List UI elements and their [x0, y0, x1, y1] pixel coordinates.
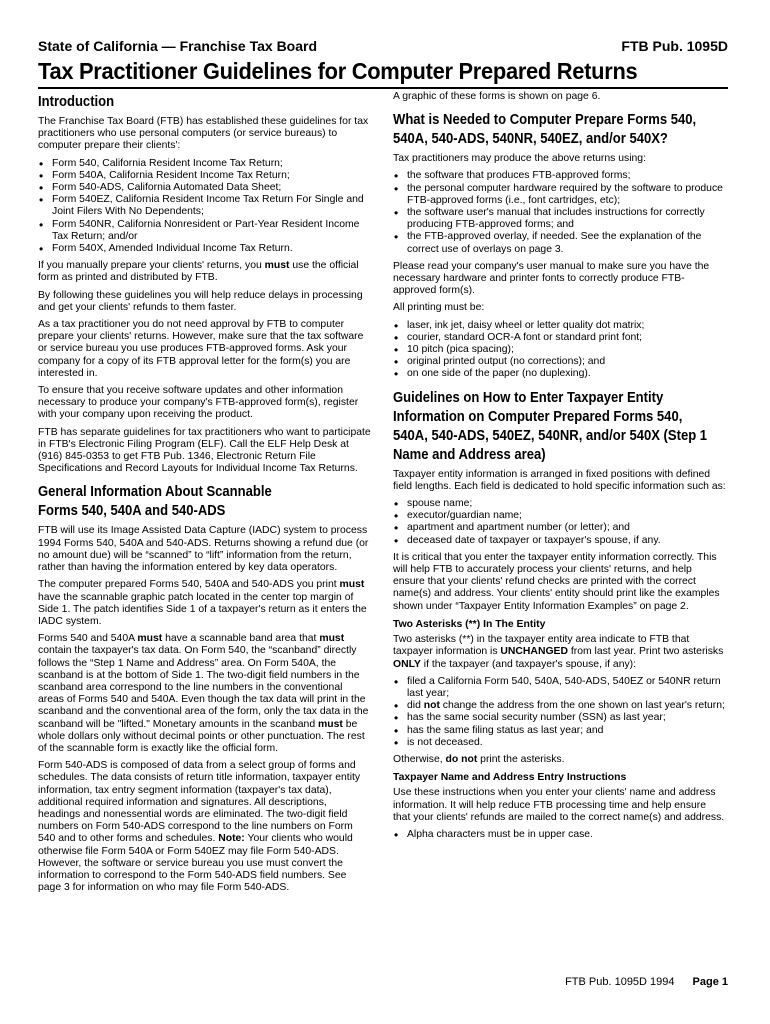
list-item: • Form 540, California Resident Income Tax Return;	[38, 158, 371, 170]
list-item: • has the same filing status as last year; and	[393, 725, 726, 737]
general-info-heading: General Information About Scannable Forms 540, 540A and 540-ADS	[38, 484, 272, 520]
list-item: • is not deceased.	[393, 737, 726, 749]
needed-heading: What is Needed to Computer Prepare Forms 540, 540A, 540-ADS, 540NR, 540EZ, and/or 540X?	[393, 112, 697, 148]
list-item: • the personal computer hardware required by the software to produce FTB-approved forms (i.e., font cartridges, etc);	[393, 183, 726, 207]
updates-paragraph: To ensure that you receive software updates and other information necessary to produce your company's FTB-approved form(s), register with your company upon receiving the product.	[38, 385, 359, 421]
list-item: • executor/guardian name;	[393, 510, 726, 522]
list-item: • filed a California Form 540, 540A, 540-ADS, 540EZ or 540NR return last year;	[393, 676, 726, 700]
otherwise-paragraph: Otherwise, do not print the asterisks.	[393, 753, 565, 765]
graphic-note: A graphic of these forms is shown on page 6.	[393, 91, 601, 102]
list-item: • Form 540X, Amended Individual Income Tax Return.	[38, 243, 371, 255]
follow-paragraph: By following these guidelines you will help reduce delays in processing and get your clients' refunds to them faster.	[38, 289, 363, 313]
list-item: • the software that produces FTB-approved forms;	[393, 170, 726, 182]
list-item: • has the same social security number (SSN) as last year;	[393, 712, 726, 724]
name-address-heading: Taxpayer Name and Address Entry Instructions	[393, 772, 627, 784]
list-item: • on one side of the paper (no duplexing).	[393, 368, 726, 380]
agency-name: State of California — Franchise Tax Board	[38, 38, 318, 54]
manual-paragraph: If you manually prepare your clients' returns, you must use the official form as printed and distributed by FTB.	[38, 260, 359, 284]
footer-publication: FTB Pub. 1095D 1994	[565, 976, 675, 988]
page-title: Tax Practitioner Guidelines for Computer Prepared Returns	[38, 58, 638, 84]
asterisks-paragraph: Two asterisks (**) in the taxpayer entity area indicate to FTB that taxpayer information is UNCHANGED from last year. Print two asterisks ONLY if the taxpayer (and taxpayer's spouse, if any):	[393, 634, 724, 670]
intro-paragraph: The Franchise Tax Board (FTB) has established these guidelines for tax practitioners who use personal computers (or service bureaus) to computer prepare their clients':	[38, 116, 369, 152]
needed-list	[393, 170, 726, 255]
entity-list	[393, 498, 726, 547]
list-item: • Form 540A, California Resident Income Tax Return;	[38, 170, 371, 182]
left-column	[38, 89, 371, 899]
list-item: • laser, ink jet, daisy wheel or letter quality dot matrix;	[393, 320, 726, 332]
read-paragraph: Please read your company's user manual to make sure you have the necessary hardware and printer fonts to correctly produce FTB-approved form(s).	[393, 260, 710, 297]
elf-paragraph: FTB has separate guidelines for tax practitioners who want to participate in FTB's Electronic Filing Program (ELF). Call the ELF Help Desk at (916) 845-0353 to get FTB Pub. 1346, Electronic Return File Specifications and Record Layouts for Individual Income Tax Returns.	[38, 426, 371, 475]
page-number: Page 1	[692, 976, 728, 988]
header-bar	[38, 38, 728, 56]
asterisks-list	[393, 676, 726, 749]
ads-paragraph: Form 540-ADS is composed of data from a select group of forms and schedules. The data consists of return title information, taxpayer entity information, tax entry segment information (taxpayer's tax data), additional required information and signatures. All descriptions, headings and nonessential words are eliminated. The two-digit field numbers on Form 540-ADS correspond to the line numbers on Form 540 and to other forms and schedules. Note: Your clients who would otherwise file Form 540A or Form 540EZ may file Form 540-ADS. However, the software or service bureau you use must convert the information to correspond to the Form 540-ADS field numbers. See page 3 for information on who may file Form 540-ADS.	[38, 760, 361, 894]
list-item: • 10 pitch (pica spacing);	[393, 344, 726, 356]
page-footer	[565, 976, 728, 988]
iadc-paragraph: FTB will use its Image Assisted Data Capture (IADC) system to process 1994 Forms 540, 540A and 540-ADS. Returns showing a refund due (or no amount due) will be “scanned” to “lift” information from the return, rather than having the information entered by key data operators.	[38, 525, 369, 574]
forms-list	[38, 158, 371, 256]
printing-list	[393, 320, 726, 381]
may-paragraph: Tax practitioners may produce the above returns using:	[393, 153, 646, 165]
list-item: • Form 540EZ, California Resident Income Tax Return For Single and Joint Filers With No Dependents;	[38, 194, 371, 218]
list-item: • the FTB-approved overlay, if needed. See the explanation of the correct use of overlays on page 3.	[393, 231, 726, 255]
list-item: • Form 540NR, California Nonresident or Part-Year Resident Income Tax Return; and/or	[38, 219, 371, 243]
patch-paragraph: The computer prepared Forms 540, 540A and 540-ADS you print must have the scannable graphic patch located in the center top margin of Side 1. The patch identifies Side 1 of a taxpayer's return as it enters the IADC system.	[38, 579, 367, 627]
asterisks-heading: Two Asterisks (**) In The Entity	[393, 618, 546, 630]
name-address-list	[393, 829, 726, 841]
list-item: • courier, standard OCR-A font or standard print font;	[393, 332, 726, 344]
list-item: • did not change the address from the one shown on last year's return;	[393, 700, 726, 712]
list-item: • original printed output (no corrections); and	[393, 356, 726, 368]
document-page	[38, 38, 728, 988]
publication-number: FTB Pub. 1095D	[621, 38, 728, 54]
right-column	[393, 89, 726, 846]
list-item: • spouse name;	[393, 498, 726, 510]
scanband-paragraph: Forms 540 and 540A must have a scannable band area that must contain the taxpayer's tax data. On Form 540, the “scanband” directly follows the “Step 1 Name and Address” area. On Form 540A, the scanband is at the bottom of Side 1. The two-digit field numbers in the scanband area correspond to the line numbers in the conventional areas of Forms 540 and 540A. Even though the tax data will print in the scanband and the conventional area of the form, only the tax data in the scanband will be "lifted." Monetary amounts in the scanband must be whole dollars only without decimal points or other punctuation. The rest of the scannable form is exactly like the official form.	[38, 633, 369, 754]
critical-paragraph: It is critical that you enter the taxpayer entity information correctly. This will help FTB to accurately process your clients' returns, and help ensure that your clients' refund checks are printed with the correct name(s) and address. Your clients' entity should print like the examples shown under “Taxpayer Entity Information Examples” on page 2.	[393, 551, 720, 612]
entity-heading: Guidelines on How to Enter Taxpayer Entity Information on Computer Prepared Forms 540, 540A, 540-ADS, 540EZ, 540NR, and/or 540X (Step 1 Name and Address area)	[393, 389, 708, 463]
entity-paragraph: Taxpayer entity information is arranged in fixed positions with defined field lengths. Each field is dedicated to hold specific information such as:	[393, 468, 726, 492]
list-item: • Alpha characters must be in upper case.	[393, 829, 726, 841]
introduction-heading: Introduction	[38, 94, 115, 110]
list-item: • Form 540-ADS, California Automated Data Sheet;	[38, 182, 371, 194]
approval-paragraph: As a tax practitioner you do not need approval by FTB to computer prepare your clients' returns. However, make sure that the tax software or service bureau you use produces FTB-approved forms. Ask your company for a copy of its FTB approval letter for the form(s) you are interested in.	[38, 319, 364, 379]
name-address-paragraph: Use these instructions when you enter your clients' name and address information. It will help reduce FTB processing time and help ensure that your clients' refunds are mailed to the correct name(s) and address.	[393, 787, 725, 823]
all-printing-paragraph: All printing must be:	[393, 302, 485, 314]
list-item: • apartment and apartment number (or letter); and	[393, 522, 726, 534]
list-item: • deceased date of taxpayer or taxpayer's spouse, if any.	[393, 535, 726, 547]
list-item: • the software user's manual that includes instructions for correctly producing FTB-approved forms; and	[393, 207, 726, 231]
